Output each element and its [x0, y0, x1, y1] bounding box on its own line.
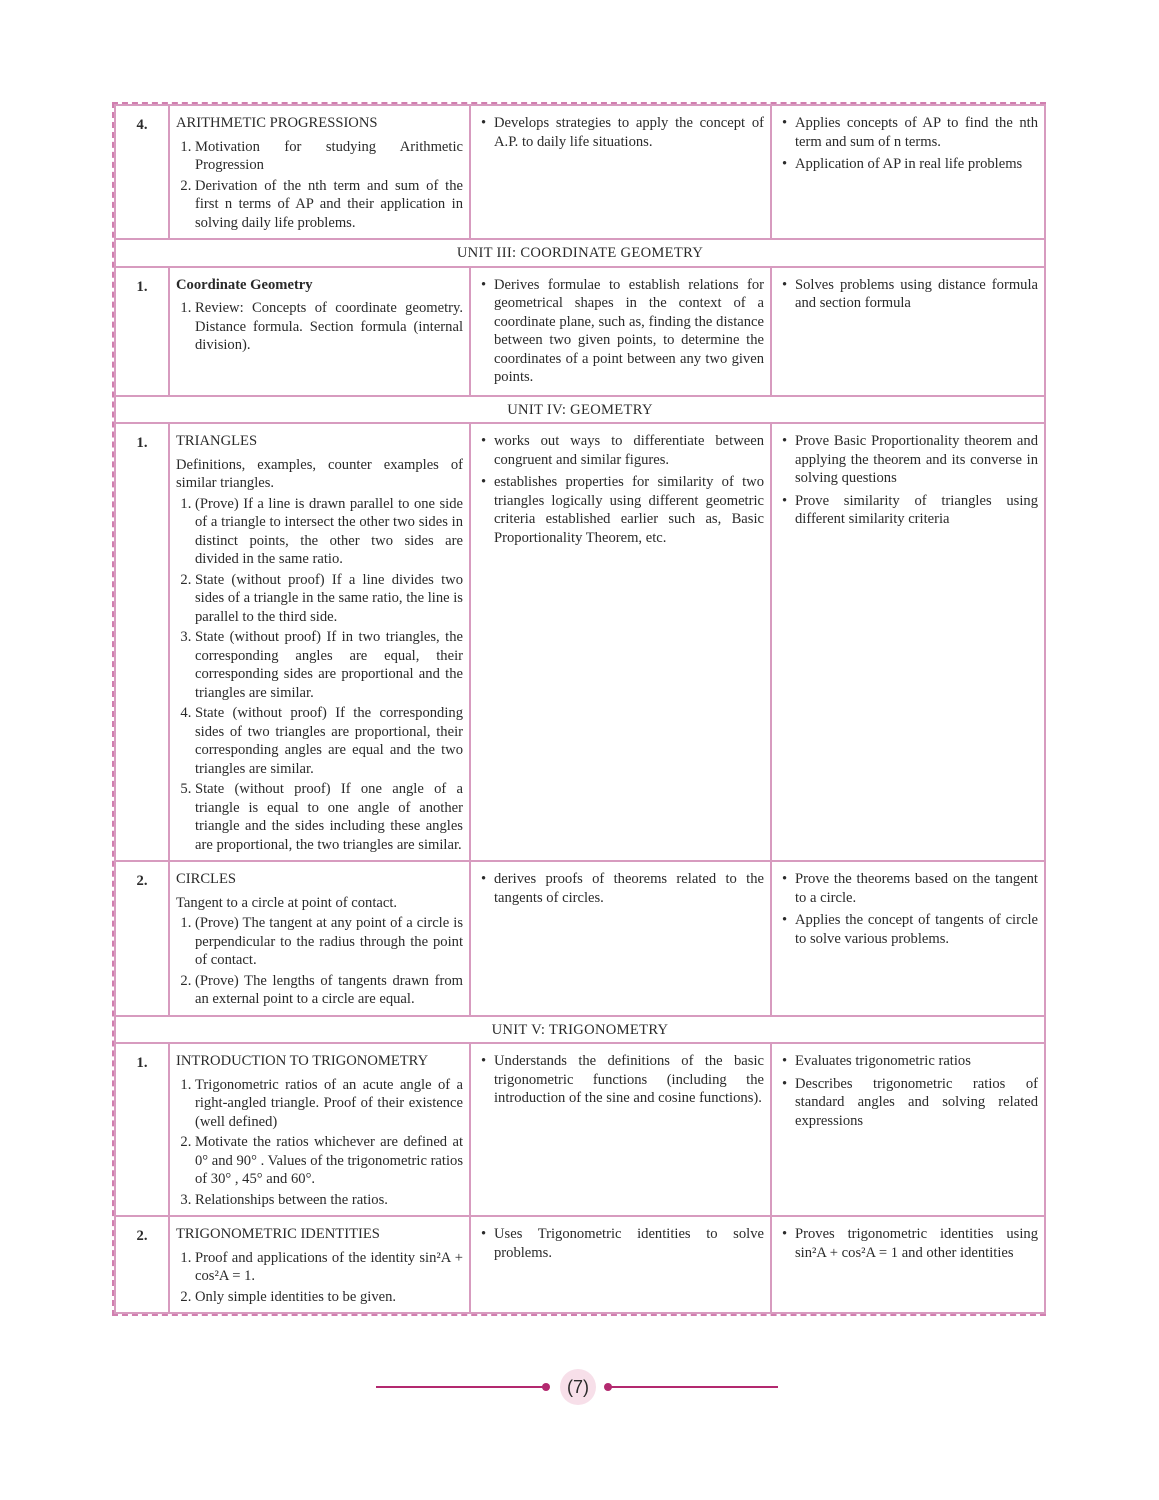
content-cell — [169, 1043, 470, 1216]
list-item: • Prove similarity of triangles using different similarity criteria — [795, 492, 1038, 529]
list-item: • works out ways to differentiate between congruent and similar figures. — [494, 432, 764, 469]
topic-intro: Definitions, examples, counter examples of similar triangles. — [176, 456, 463, 491]
content-list — [176, 138, 463, 233]
content-cell — [169, 1216, 470, 1313]
topic-title: TRIGONOMETRIC IDENTITIES — [176, 1226, 380, 1242]
list-item: 1. Proof and applications of the identity sin²A + cos²A = 1. — [195, 1249, 463, 1286]
outcome-list — [477, 114, 764, 151]
list-item: • Uses Trigonometric identities to solve problems. — [494, 1225, 764, 1262]
topic-title: INTRODUCTION TO TRIGONOMETRY — [176, 1053, 429, 1069]
list-item: 3. State (without proof) If in two triangles, the corresponding angles are equal, their corresponding sides are proportional and the triangles are similar. — [195, 628, 463, 702]
footer-rule-right — [608, 1386, 778, 1388]
content-cell — [169, 861, 470, 1016]
list-item: 2. (Prove) The lengths of tangents drawn from an external point to a circle are equal. — [195, 972, 463, 1009]
page-number: (7) — [560, 1369, 596, 1405]
list-item: 1. Review: Concepts of coordinate geometry. Distance formula. Section formula (internal division). — [195, 299, 463, 355]
list-item: 1. Trigonometric ratios of an acute angle of a right-angled triangle. Proof of their existence (well defined) — [195, 1076, 463, 1132]
row-number: 4. — [115, 105, 169, 239]
assessment-cell — [771, 105, 1045, 239]
list-item: 4. State (without proof) If the corresponding sides of two triangles are proportional, their corresponding angles are equal and the two triangles are similar. — [195, 704, 463, 778]
footer-rule-left — [376, 1386, 546, 1388]
outcome-list — [477, 1052, 764, 1108]
list-item: 3. Relationships between the ratios. — [195, 1191, 463, 1210]
list-item: 1. (Prove) If a line is drawn parallel to one side of a triangle to intersect the other two sides in distinct points, the other two sides are divided in the same ratio. — [195, 495, 463, 569]
table-row — [115, 423, 1045, 861]
content-cell — [169, 267, 470, 396]
content-list — [176, 1076, 463, 1210]
unit-heading: UNIT V: TRIGONOMETRY — [115, 1016, 1045, 1044]
row-number: 1. — [115, 1043, 169, 1216]
assessment-cell — [771, 267, 1045, 396]
learning-outcome-cell — [470, 423, 771, 861]
learning-outcome-cell — [470, 1216, 771, 1313]
learning-outcome-cell — [470, 105, 771, 239]
topic-title: Coordinate Geometry — [176, 276, 313, 293]
topic-title: CIRCLES — [176, 871, 237, 887]
outcome-list — [477, 432, 764, 547]
list-item: • Prove the theorems based on the tangent to a circle. — [795, 870, 1038, 907]
learning-outcome-cell — [470, 861, 771, 1016]
list-item: • Describes trigonometric ratios of standard angles and solving related expressions — [795, 1075, 1038, 1131]
footer-dot-left — [542, 1383, 550, 1391]
list-item: 2. Derivation of the nth term and sum of the first n terms of AP and their application in solving daily life problems. — [195, 177, 463, 233]
assessment-cell — [771, 1043, 1045, 1216]
table-row — [115, 1216, 1045, 1313]
content-list — [176, 1249, 463, 1307]
list-item: • Develops strategies to apply the concept of A.P. to daily life situations. — [494, 114, 764, 151]
list-item: • Understands the definitions of the basic trigonometric functions (including the introduction of the sine and cosine functions). — [494, 1052, 764, 1108]
assessment-cell — [771, 861, 1045, 1016]
list-item: • Applies concepts of AP to find the nth term and sum of n terms. — [795, 114, 1038, 151]
row-number: 2. — [115, 1216, 169, 1313]
content-list — [176, 495, 463, 855]
outcome-list — [477, 870, 764, 907]
unit-header-row — [115, 396, 1045, 424]
list-item: • Proves trigonometric identities using sin²A + cos²A = 1 and other identities — [795, 1225, 1038, 1262]
unit-heading: UNIT IV: GEOMETRY — [115, 396, 1045, 424]
assessment-cell — [771, 423, 1045, 861]
assessment-cell — [771, 1216, 1045, 1313]
outcome-list — [477, 276, 764, 387]
row-number: 1. — [115, 267, 169, 396]
syllabus-table-body — [115, 105, 1045, 1313]
topic-title: ARITHMETIC PROGRESSIONS — [176, 115, 378, 131]
list-item: 2. State (without proof) If a line divides two sides of a triangle in the same ratio, the line is parallel to the third side. — [195, 571, 463, 627]
learning-outcome-cell — [470, 1043, 771, 1216]
assessment-list — [778, 276, 1038, 313]
syllabus-table — [112, 102, 1046, 1316]
list-item: • Solves problems using distance formula and section formula — [795, 276, 1038, 313]
list-item: • Prove Basic Proportionality theorem and applying the theorem and its converse in solving questions — [795, 432, 1038, 488]
list-item: 1. Motivation for studying Arithmetic Progression — [195, 138, 463, 175]
row-number: 1. — [115, 423, 169, 861]
assessment-list — [778, 1225, 1038, 1262]
topic-title: TRIANGLES — [176, 433, 258, 449]
table-row — [115, 1043, 1045, 1216]
content-list — [176, 299, 463, 355]
assessment-list — [778, 1052, 1038, 1130]
list-item: 1. (Prove) The tangent at any point of a circle is perpendicular to the radius through the point of contact. — [195, 914, 463, 970]
list-item: • Applies the concept of tangents of circle to solve various problems. — [795, 911, 1038, 948]
table-row — [115, 105, 1045, 239]
list-item: • Evaluates trigonometric ratios — [795, 1052, 1038, 1071]
assessment-list — [778, 432, 1038, 529]
learning-outcome-cell — [470, 267, 771, 396]
list-item: 2. Motivate the ratios whichever are defined at 0° and 90° . Values of the trigonometric ratios of 30° , 45° and 60°. — [195, 1133, 463, 1189]
list-item: • establishes properties for similarity of two triangles logically using different geometric criteria established earlier such as, Basic Proportionality Theorem, etc. — [494, 473, 764, 547]
content-cell — [169, 105, 470, 239]
outcome-list — [477, 1225, 764, 1262]
table-row — [115, 861, 1045, 1016]
list-item: 5. State (without proof) If one angle of a triangle is equal to one angle of another triangle and the sides including these angles are proportional, the two triangles are similar. — [195, 780, 463, 854]
content-list — [176, 914, 463, 1009]
assessment-list — [778, 114, 1038, 174]
list-item: 2. Only simple identities to be given. — [195, 1288, 463, 1307]
row-number: 2. — [115, 861, 169, 1016]
topic-intro: Tangent to a circle at point of contact. — [176, 894, 398, 911]
unit-header-row — [115, 1016, 1045, 1044]
list-item: • derives proofs of theorems related to the tangents of circles. — [494, 870, 764, 907]
assessment-list — [778, 870, 1038, 948]
list-item: • Application of AP in real life problems — [795, 155, 1038, 174]
page-footer — [376, 1369, 778, 1405]
table-row — [115, 267, 1045, 396]
content-cell — [169, 423, 470, 861]
list-item: • Derives formulae to establish relations for geometrical shapes in the context of a coordinate plane, such as, finding the distance between two given points, to determine the coordinates of a point between any two given points. — [494, 276, 764, 387]
unit-header-row — [115, 239, 1045, 267]
unit-heading: UNIT III: COORDINATE GEOMETRY — [115, 239, 1045, 267]
